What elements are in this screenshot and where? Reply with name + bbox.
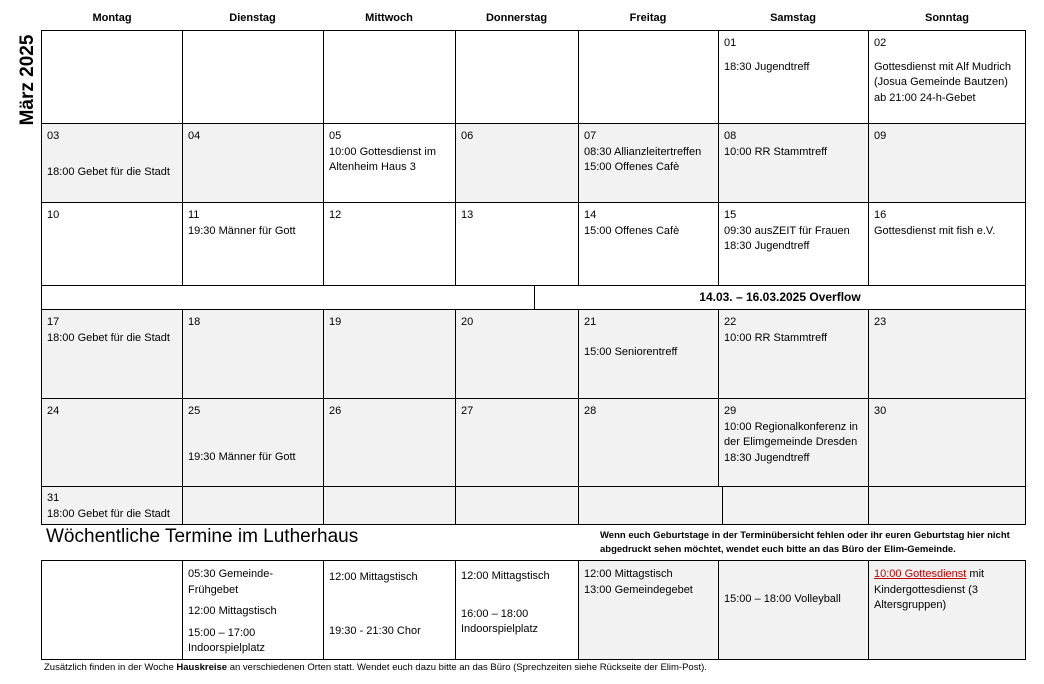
weekly-cell-thursday [455, 560, 579, 660]
day-number: 09 [874, 130, 887, 142]
highlighted-service: 10:00 Gottesdienst [874, 568, 967, 580]
calendar-cell-empty [578, 30, 719, 124]
day-number: 03 [47, 130, 60, 142]
event: 10:00 Gottesdienst im [329, 145, 437, 158]
day-number: 14 [584, 209, 597, 221]
event: Altenheim Haus 3 [329, 161, 416, 173]
calendar-cell-empty [578, 486, 723, 525]
event: 19:30 - 21:30 Chor [329, 624, 421, 637]
event: 10:00 Regionalkonferenz in [724, 420, 858, 433]
weekly-cell-saturday [718, 560, 869, 660]
calendar-cell-empty [323, 30, 456, 124]
event: 15:00 Seniorentreff [584, 345, 678, 358]
calendar-day-16 [868, 202, 1026, 286]
day-number: 18 [188, 316, 201, 328]
day-number: 23 [874, 316, 887, 328]
event: der Elimgemeinde Dresden [724, 436, 858, 448]
day-number: 08 [724, 130, 737, 142]
day-header-thursday: Donnerstag [485, 12, 548, 24]
event: 18:00 Gebet für die Stadt [47, 165, 170, 178]
event: Frühgebet [188, 583, 239, 596]
event: 18:30 Jugendtreff [724, 451, 810, 464]
event: Altersgruppen) [874, 599, 947, 611]
calendar-day-11 [182, 202, 324, 286]
day-number: 16 [874, 209, 887, 221]
calendar-cell-empty [722, 486, 869, 525]
calendar-day-02 [868, 30, 1026, 124]
calendar-day-01 [718, 30, 869, 124]
calendar-day-29 [718, 398, 869, 487]
calendar-day-30 [868, 398, 1026, 487]
event: Indoorspielplatz [188, 642, 266, 654]
event: Gottesdienst mit fish e.V. [874, 224, 996, 237]
day-header-monday: Montag [92, 12, 132, 24]
overflow-event-label: 14.03. – 16.03.2025 Overflow [699, 290, 861, 304]
event: 15:00 – 17:00 [188, 626, 256, 639]
calendar-day-19 [323, 309, 456, 399]
day-number: 21 [584, 316, 597, 328]
calendar-day-08 [718, 123, 869, 203]
day-header-sunday: Sonntag [925, 12, 969, 24]
day-number: 26 [329, 405, 342, 417]
event-suffix: mit [966, 568, 985, 580]
event: 12:00 Mittagstisch [188, 605, 277, 617]
calendar-day-07 [578, 123, 719, 203]
calendar-day-23 [868, 309, 1026, 399]
day-number: 31 [47, 492, 60, 504]
event: 10:00 RR Stammtreff [724, 331, 828, 344]
event: 15:00 Offenes Cafè [584, 224, 680, 237]
calendar-day-25 [182, 398, 324, 487]
birthday-note-line: Wenn euch Geburtstage in der Terminübersicht fehlen oder ihr euren Geburtstag hier nicht [600, 530, 1010, 541]
day-number: 15 [724, 209, 737, 221]
day-number: 25 [188, 405, 201, 417]
calendar-day-26 [323, 398, 456, 487]
day-number: 17 [47, 316, 60, 328]
event: 10:00 RR Stammtreff [724, 145, 828, 158]
event: 05:30 Gemeinde- [188, 568, 273, 580]
event: 19:30 Männer für Gott [188, 450, 296, 463]
birthday-note [600, 529, 1030, 557]
event: 09:30 ausZEIT für Frauen [724, 224, 850, 237]
overflow-bar-left [41, 285, 535, 310]
calendar-day-18 [182, 309, 324, 399]
day-header-tuesday: Dienstag [229, 12, 276, 24]
month-label-text: März 2025 [17, 34, 38, 126]
day-number: 19 [329, 316, 342, 328]
event: Indoorspielplatz [461, 623, 539, 635]
day-number: 10 [47, 209, 60, 221]
day-number: 13 [461, 209, 474, 221]
calendar-day-04 [182, 123, 324, 203]
day-header-saturday: Samstag [770, 12, 816, 24]
calendar-day-10 [41, 202, 183, 286]
weekly-cell-sunday [868, 560, 1026, 660]
day-header-friday: Freitag [629, 12, 667, 24]
calendar-cell-empty [455, 30, 579, 124]
day-number: 27 [461, 405, 474, 417]
weekly-cell-wednesday [323, 560, 456, 660]
event: 13:00 Gemeindegebet [584, 583, 693, 596]
calendar-day-31 [41, 486, 183, 525]
calendar-day-05 [323, 123, 456, 203]
event: 15:00 Offenes Cafè [584, 161, 680, 173]
calendar-cell-empty [868, 486, 1026, 525]
weekly-section-title: Wöchentliche Termine im Lutherhaus [46, 526, 359, 547]
weekly-cell-friday [578, 560, 719, 660]
day-number: 11 [188, 209, 200, 221]
event: 12:00 Mittagstisch [329, 571, 418, 583]
calendar-day-24 [41, 398, 183, 487]
calendar-cell-empty [41, 30, 183, 124]
calendar-day-14 [578, 202, 719, 286]
day-number: 28 [584, 405, 597, 417]
footer-bold: Hauskreise [176, 662, 228, 673]
calendar-day-17 [41, 309, 183, 399]
event: 08:30 Allianzleitertreffen [584, 145, 702, 158]
day-number: 22 [724, 316, 737, 328]
footer-text: an verschiedenen Orten statt. Wendet euch dazu bitte an das Büro (Sprechzeiten siehe Rückseite der Elim-Post). [227, 662, 707, 673]
weekly-cell-monday [41, 560, 183, 660]
event: ab 21:00 24-h-Gebet [874, 91, 976, 104]
day-number: 07 [584, 130, 597, 142]
day-number: 02 [874, 37, 887, 49]
event: 19:30 Männer für Gott [188, 224, 296, 237]
day-number: 06 [461, 130, 474, 142]
calendar-cell-empty [182, 30, 324, 124]
day-header-wednesday: Mittwoch [365, 12, 413, 24]
event: (Josua Gemeinde Bautzen) [874, 76, 1008, 88]
day-number: 20 [461, 316, 474, 328]
event: 18:30 Jugendtreff [724, 240, 810, 252]
calendar-cell-empty [182, 486, 324, 525]
event [874, 567, 1020, 583]
day-number: 30 [874, 405, 887, 417]
calendar-day-03 [41, 123, 183, 203]
event: 18:00 Gebet für die Stadt [47, 507, 170, 520]
event: 15:00 – 18:00 Volleyball [724, 593, 841, 605]
month-label [15, 30, 41, 130]
calendar-cell-empty [455, 486, 579, 525]
calendar-day-20 [455, 309, 579, 399]
birthday-note-line: abgedruckt sehen möchtet, wendet euch bitte an das Büro der Elim-Gemeinde. [600, 544, 956, 555]
calendar-day-09 [868, 123, 1026, 203]
event: Gottesdienst mit Alf Mudrich [874, 60, 1011, 73]
day-number: 24 [47, 405, 60, 417]
day-number: 01 [724, 37, 737, 49]
event: 12:00 Mittagstisch [461, 570, 550, 582]
footer-note [44, 662, 707, 673]
event: 18:00 Gebet für die Stadt [47, 331, 170, 344]
event: 12:00 Mittagstisch [584, 568, 673, 580]
day-number: 29 [724, 405, 737, 417]
calendar-cell-empty [323, 486, 456, 525]
day-number: 12 [329, 209, 342, 221]
day-number: 05 [329, 130, 342, 142]
calendar-day-06 [455, 123, 579, 203]
calendar-day-13 [455, 202, 579, 286]
day-number: 04 [188, 130, 201, 142]
overflow-event-banner [534, 285, 1026, 310]
calendar-day-22 [718, 309, 869, 399]
calendar-day-21 [578, 309, 719, 399]
event: 18:30 Jugendtreff [724, 60, 810, 73]
event: Kindergottesdienst (3 [874, 583, 978, 596]
footer-text: Zusätzlich finden in der Woche [44, 662, 177, 673]
event: 16:00 – 18:00 [461, 607, 529, 620]
calendar-day-12 [323, 202, 456, 286]
calendar-day-28 [578, 398, 719, 487]
weekly-cell-tuesday [182, 560, 324, 660]
calendar-day-15 [718, 202, 869, 286]
calendar-day-27 [455, 398, 579, 487]
